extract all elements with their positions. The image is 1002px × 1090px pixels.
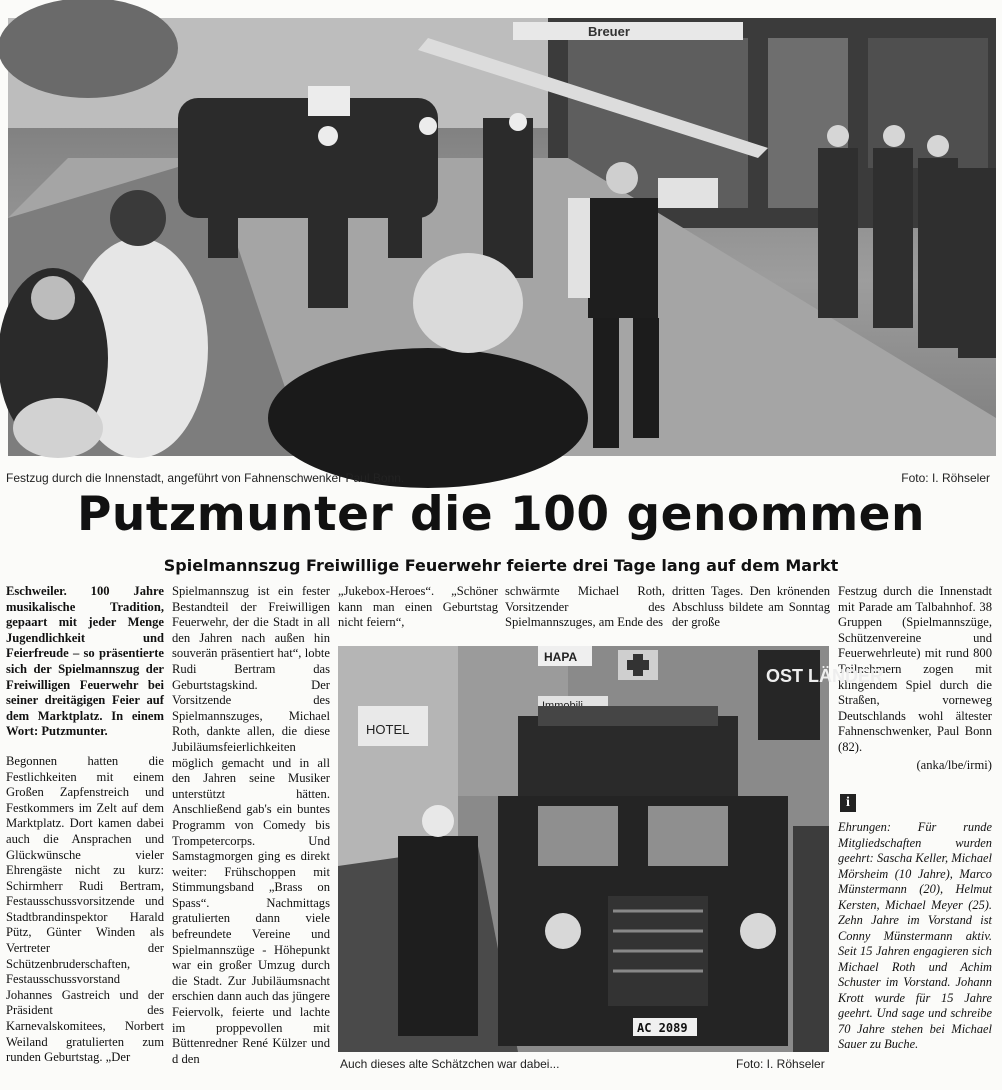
- article-body-2: Spielmannszug ist ein fester Bestandteil der Freiwilligen Feuerwehr, der die Stadt in all den Jahren nach außen hin souverän präsentiert hat“, lobte Rudi Bertram das Geburtstagskind. Der Vorsitzende des Spielmannszuges, Michael Roth, dankte allen, die diese Jubiläumsfeierlichkeiten möglich gemacht und in all den Jahren seine Musiker unterstützt hätten. Anschließend gab's ein buntes Programm von Comedy bis Trompetercorps. Und Samstagmorgen ging es direkt weiter: Frühschoppen mit Stimmungsband „Brass on Spass“. Nachmittags gratulierten dann viele befreundete Vereine und Spielmannszüge - Höhepunkt war ein großer Umzug durch die Stadt. Zur Jubiläumsnacht erschien dann auch das jüngere Feiervolk, feierte und lachte im proppevollen mit Büttenredner René Külzer und d den: [172, 584, 330, 1066]
- shop-sign: Breuer: [588, 24, 630, 39]
- article-signature: (anka/lbe/irmi): [916, 757, 992, 772]
- hapa-sign: HAPA: [544, 650, 578, 664]
- hotel-sign: HOTEL: [366, 722, 410, 737]
- article-body-4: schwärmte Michael Roth, Vorsitzender des Spielmannszuges, am Ende des: [505, 584, 665, 630]
- info-box-text: Ehrungen: Für runde Mitgliedschaften wurden geehrt: Sascha Keller, Michael Mörsheim (10 Jahre), Marco Münstermann (20), Helmut Kersten, Michael Meyer (25). Zehn Jahre im Vorstand ist Conny Münstermann aktiv. Seit 15 Jahren engagieren sich Michael Roth und Achim Schuster im Vorstand. Johann Krott wurde für 15 Jahre geehrt. Und sage und schreibe 70 Jahre stehen bei Michael Sauer zu Buche.: [838, 820, 992, 1051]
- top-photo: [8, 18, 996, 456]
- article-column-1: [6, 584, 164, 1074]
- info-box: [838, 794, 992, 1053]
- article-headline: Putzmunter die 100 genommen: [76, 487, 926, 542]
- top-photo-credit: Foto: I. Röhseler: [901, 471, 990, 485]
- article-body-3: „Jukebox-Heroes“. „Schöner kann man einen Geburtstag nicht feiern“,: [338, 584, 498, 630]
- article-column-5: [672, 584, 830, 639]
- article-body-1: Begonnen hatten die Festlichkeiten mit einem Großen Zapfenstreich und Festkommers im Zelt auf dem Marktplatz. Dort kamen dabei auch die Ansprachen und Glückwünsche vieler Ehrengäste nicht zu kurz: Schirmherr Rudi Bertram, Festausschussvorsitzende und Stadtbrandinspektor Harald Pütz, Günter Winden als Vertreter der Schützenbruderschaften, Festausschussvorstand Johannes Gastreich und der Präsident des Karnevalskomitees, Norbert Weiland gratulierten zum runden Geburtstag. „Der: [6, 753, 164, 1065]
- info-icon: i: [840, 794, 856, 812]
- mid-photo-caption: Auch dieses alte Schätzchen war dabei...: [340, 1057, 560, 1071]
- article-column-2: [172, 584, 330, 1075]
- ost-sign: OST LÄNDER: [766, 666, 883, 686]
- top-photo-caption: Festzug durch die Innenstadt, angeführt von Fahnenschwenker Paul Bonn.: [6, 471, 405, 485]
- mid-photo: [338, 646, 883, 1052]
- article-column-4: [505, 584, 665, 639]
- article-column-3: [338, 584, 498, 639]
- license-plate: AC 2089: [637, 1021, 688, 1035]
- article-body-5: dritten Tages. Den krönenden Abschluss bildete am Sonntag der große: [672, 584, 830, 630]
- article-body-6: Festzug durch die Innenstadt mit Parade am Talbahnhof. 38 Gruppen (Spielmannszüge, Schützenvereine und Feuerwehrleute) mit rund 800 Teilnehmern zogen mit klingendem Spiel durch die Straßen, vorneweg Deutschlands wohl ältester Fahnenschwenker, Paul Bonn (82).: [838, 584, 992, 754]
- article-subheadline: Spielmannszug Freiwillige Feuerwehr feierte drei Tage lang auf dem Markt: [163, 556, 839, 575]
- article-lead: Eschweiler. 100 Jahre musikalische Tradition, gepaart mit jeder Menge Jugendlichkeit und Feierfreude – so präsentierte sich der Spielmannszug der Freiwilligen Feuerwehr bei seiner dreitägigen Feier auf dem Marktplatz. In einem Wort: Putzmunter.: [6, 584, 164, 739]
- mid-photo-credit: Foto: I. Röhseler: [736, 1057, 825, 1071]
